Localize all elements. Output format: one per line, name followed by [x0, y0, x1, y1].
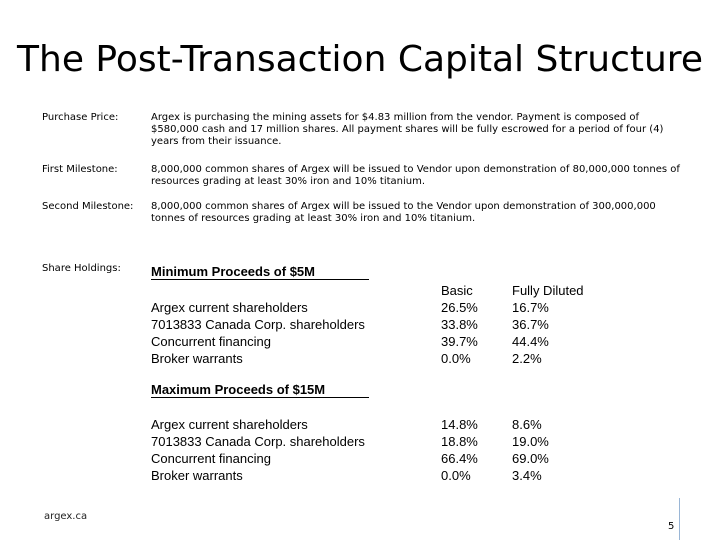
- minimum-proceeds-heading: Minimum Proceeds of $5M: [151, 264, 369, 280]
- share-holdings-label: Share Holdings:: [42, 263, 121, 274]
- basic-column-header: Basic: [441, 283, 473, 298]
- maximum-basic-column: [441, 416, 478, 484]
- maximum-holder-list: [151, 416, 365, 484]
- diluted-value: 19.0%: [512, 434, 549, 449]
- minimum-diluted-column: [512, 282, 584, 367]
- slide-title: The Post-Transaction Capital Structure: [17, 39, 703, 80]
- holder-name: 7013833 Canada Corp. shareholders: [151, 317, 365, 332]
- holder-name: Argex current shareholders: [151, 417, 308, 432]
- maximum-diluted-column: [512, 416, 549, 484]
- basic-value: 14.8%: [441, 417, 478, 432]
- second-milestone-line: tonnes of resources grading at least 30% iron and 10% titanium.: [151, 213, 476, 224]
- purchase-price-label: Purchase Price:: [42, 112, 119, 123]
- purchase-price-line: years from their issuance.: [151, 136, 282, 147]
- footer-website: argex.ca: [44, 511, 88, 522]
- holder-name: Concurrent financing: [151, 334, 271, 349]
- diluted-column-header: Fully Diluted: [512, 283, 584, 298]
- second-milestone-text: [151, 201, 691, 225]
- first-milestone-line: 8,000,000 common shares of Argex will be issued to Vendor upon demonstration of 80,000,000 tonnes of: [151, 164, 680, 175]
- second-milestone-line: 8,000,000 common shares of Argex will be issued to the Vendor upon demonstration of 300,000,000: [151, 201, 656, 212]
- basic-value: 26.5%: [441, 300, 478, 315]
- maximum-proceeds-heading: Maximum Proceeds of $15M: [151, 382, 369, 398]
- minimum-basic-column: [441, 282, 478, 367]
- purchase-price-text: [151, 112, 691, 148]
- diluted-value: 2.2%: [512, 351, 542, 366]
- holder-name: Broker warrants: [151, 351, 243, 366]
- basic-value: 33.8%: [441, 317, 478, 332]
- diluted-value: 3.4%: [512, 468, 542, 483]
- holder-name: Concurrent financing: [151, 451, 271, 466]
- holder-name: 7013833 Canada Corp. shareholders: [151, 434, 365, 449]
- diluted-value: 16.7%: [512, 300, 549, 315]
- purchase-price-line: $580,000 cash and 17 million shares. All payment shares will be fully escrowed for a period of four (4): [151, 124, 664, 135]
- basic-value: 0.0%: [441, 468, 471, 483]
- first-milestone-text: [151, 164, 691, 188]
- basic-value: 18.8%: [441, 434, 478, 449]
- footer-divider: [679, 498, 680, 540]
- minimum-holder-list: [151, 299, 365, 367]
- holder-name: Argex current shareholders: [151, 300, 308, 315]
- basic-value: 0.0%: [441, 351, 471, 366]
- diluted-value: 44.4%: [512, 334, 549, 349]
- diluted-value: 8.6%: [512, 417, 542, 432]
- first-milestone-line: resources grading at least 30% iron and 10% titanium.: [151, 176, 426, 187]
- holder-name: Broker warrants: [151, 468, 243, 483]
- diluted-value: 69.0%: [512, 451, 549, 466]
- first-milestone-label: First Milestone:: [42, 164, 118, 175]
- second-milestone-label: Second Milestone:: [42, 201, 134, 212]
- diluted-value: 36.7%: [512, 317, 549, 332]
- page-number: 5: [668, 521, 675, 532]
- basic-value: 66.4%: [441, 451, 478, 466]
- purchase-price-line: Argex is purchasing the mining assets for $4.83 million from the vendor. Payment is composed of: [151, 112, 640, 123]
- basic-value: 39.7%: [441, 334, 478, 349]
